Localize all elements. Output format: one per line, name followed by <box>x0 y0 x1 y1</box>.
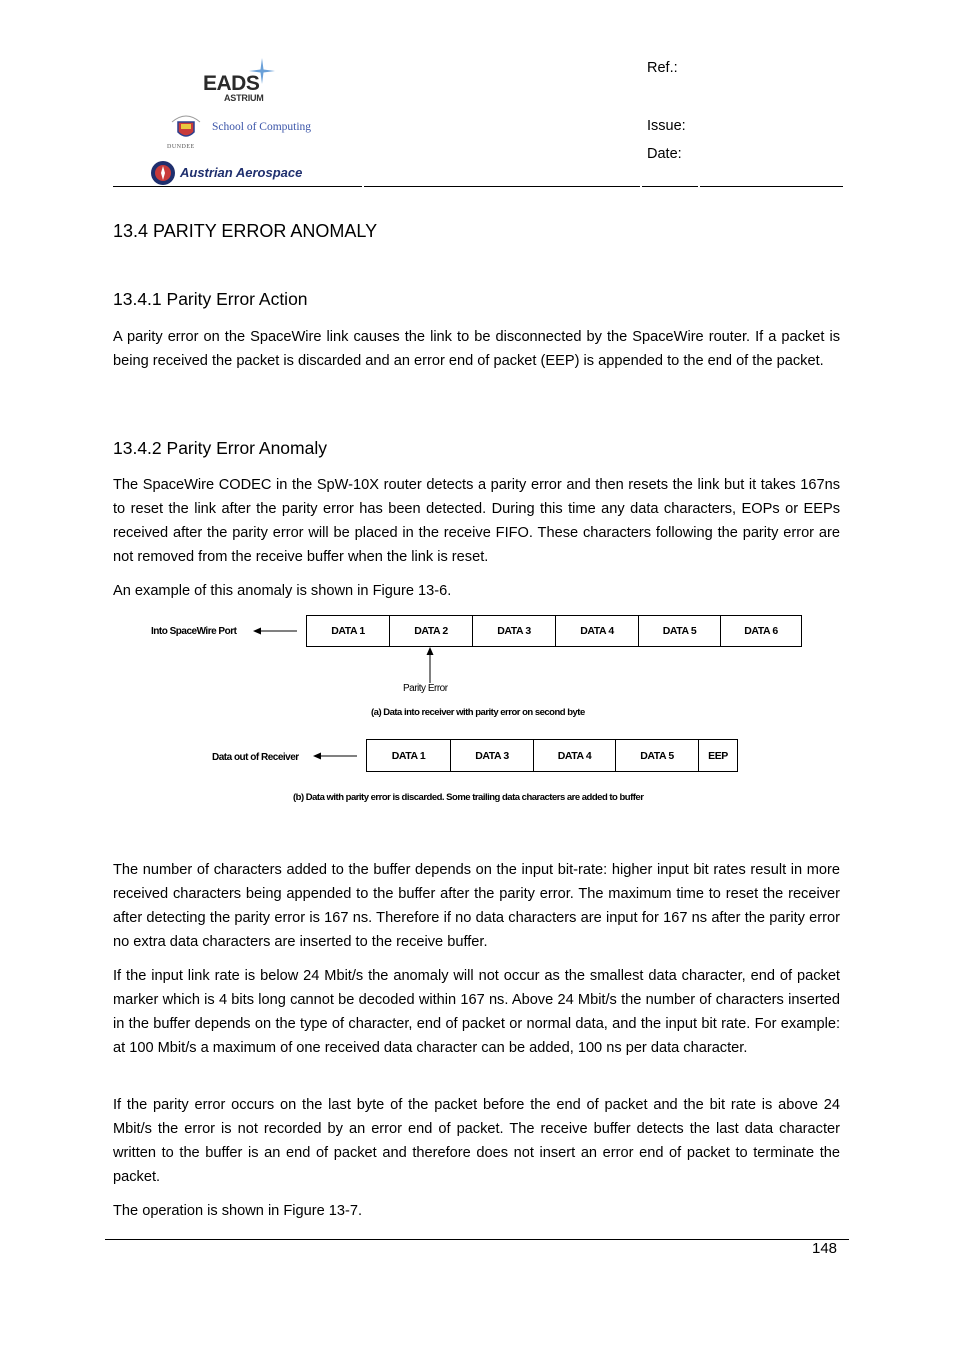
data-cell: DATA 5 <box>638 615 721 647</box>
data-cell: DATA 4 <box>555 615 639 647</box>
ref-label: Ref.: <box>647 60 678 76</box>
paragraph: A parity error on the SpaceWire link causes the link to be disconnected by the SpaceWire router. If a packet is being received the packet is discarded and an error end of packet (EEP) is appended to the end of the packet. <box>113 329 840 369</box>
school-of-computing-text: School of Computing <box>212 121 312 133</box>
header-rule <box>700 186 843 187</box>
data-cell: DATA 2 <box>389 615 473 647</box>
paragraph: An example of this anomaly is shown in Figure 13-6. <box>113 583 452 599</box>
into-spacewire-port-label: Into SpaceWire Port <box>151 626 237 637</box>
arrow-left-icon <box>313 750 359 762</box>
paragraph: If the input link rate is below 24 Mbit/s the anomaly will not occur as the smallest data character, end of packet marker which is 4 bits long cannot be decoded within 167 ns. Above 24 Mbit/s the number of characters inserted in the buffer depends on the type of character, end of packet or normal data, and the input bit rate. For example: at 100 Mbit/s a maximum of one received data character can be added, 100 ns per data character. <box>113 968 840 1056</box>
data-cell: DATA 5 <box>615 739 699 772</box>
arrow-up-icon <box>424 647 436 683</box>
austrian-aerospace-emblem-icon <box>150 160 176 186</box>
caption-a: (a) Data into receiver with parity error on second byte <box>371 707 585 718</box>
eads-astrium-logo <box>203 56 283 106</box>
data-cell: DATA 4 <box>533 739 616 772</box>
paragraph: The SpaceWire CODEC in the SpW-10X router detects a parity error and then resets the link but it takes 167ns to reset the link after the parity error has been detected. During this time any data characters, EOPs or EEPs received after the parity error will be placed in the receive FIFO. These characters following the parity error are not removed from the receive buffer when the link is reset. <box>113 477 840 565</box>
data-cell: DATA 6 <box>720 615 802 647</box>
section-heading: 13.4 PARITY ERROR ANOMALY <box>113 221 378 241</box>
data-cell: DATA 1 <box>306 615 390 647</box>
parity-error-label: Parity Error <box>403 683 448 694</box>
dundee-crest-icon <box>166 112 206 144</box>
data-cell: DATA 3 <box>450 739 534 772</box>
data-out-of-receiver-label: Data out of Receiver <box>212 752 299 763</box>
dundee-logo <box>150 108 340 156</box>
dundee-text: DUNDEE <box>167 144 195 150</box>
paragraph: If the parity error occurs on the last byte of the packet before the end of packet and the bit rate is above 24 Mbit/s the error is not recorded by an error end of packet. The receive buffer detects the last data character written to the buffer is an end of packet and therefore does not insert an error end of packet to terminate the packet. <box>113 1097 840 1185</box>
date-label: Date: <box>647 146 682 162</box>
austrian-aerospace-logo <box>150 159 350 189</box>
issue-label: Issue: <box>647 118 686 134</box>
eads-logo-text: EADS <box>203 72 260 95</box>
subsection-heading-2: 13.4.2 Parity Error Anomaly <box>113 438 327 458</box>
arrow-left-icon <box>253 625 299 637</box>
eep-cell: EEP <box>698 739 738 772</box>
footer-rule <box>105 1239 849 1240</box>
page-number: 148 <box>812 1240 838 1257</box>
astrium-logo-text: ASTRIUM <box>224 93 264 103</box>
header-rule <box>642 186 698 187</box>
data-cell: DATA 1 <box>366 739 451 772</box>
header-rule <box>113 186 362 187</box>
caption-b: (b) Data with parity error is discarded. Some trailing data characters are added to buffer <box>293 792 644 803</box>
paragraph: The number of characters added to the buffer depends on the input bit-rate: higher input bit rates result in more received characters being appended to the buffer after the parity error. The maximum time to reset the receiver after detecting the parity error is 167 ns. Therefore if no data characters are input for 167 ns after the parity error no extra data characters are inserted to the receive buffer. <box>113 862 840 950</box>
austrian-aerospace-text: Austrian Aerospace <box>180 165 303 180</box>
paragraph: The operation is shown in Figure 13-7. <box>113 1203 363 1219</box>
subsection-heading-1: 13.4.1 Parity Error Action <box>113 289 308 309</box>
header-rule <box>364 186 640 187</box>
data-cell: DATA 3 <box>472 615 556 647</box>
